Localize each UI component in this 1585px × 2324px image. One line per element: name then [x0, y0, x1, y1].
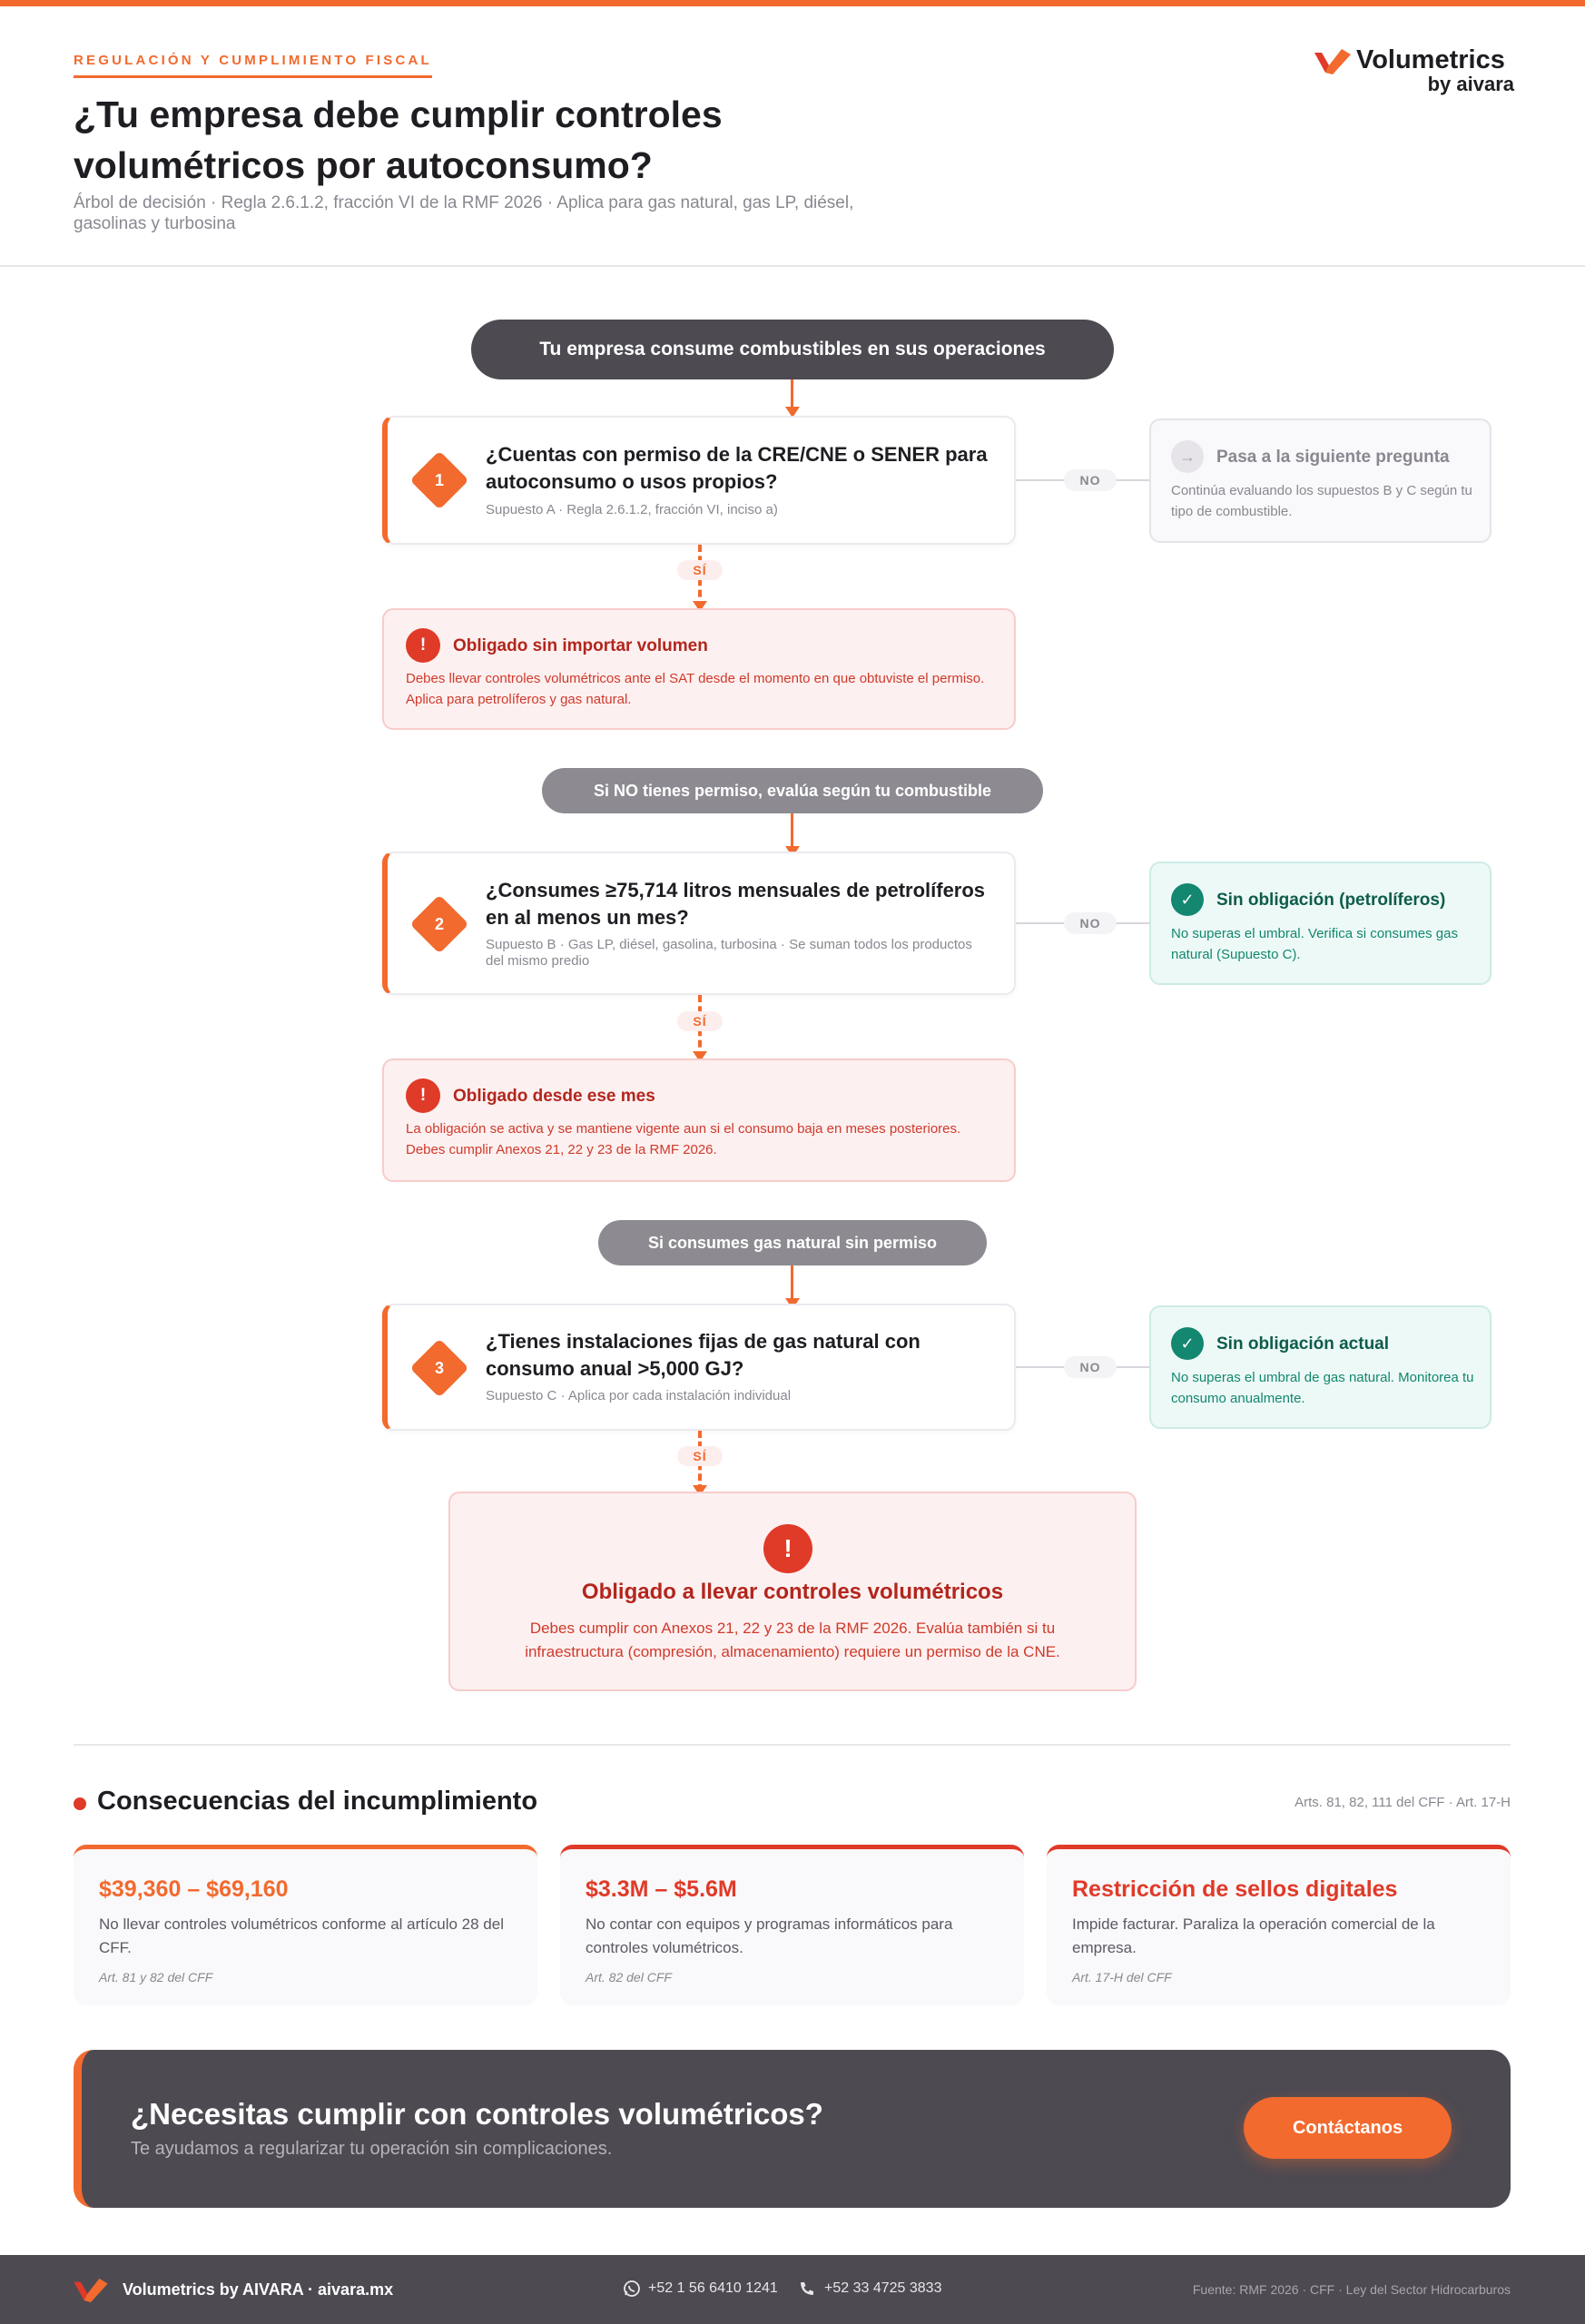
no-outcome-card-1 — [1149, 419, 1491, 543]
logo-name: Volumetrics — [1356, 45, 1505, 74]
question-card-3 — [382, 1304, 1016, 1431]
outcome-title: Obligado desde ese mes — [453, 1087, 655, 1106]
no-outcome-card-3 — [1149, 1305, 1491, 1429]
cta-banner — [74, 2050, 1511, 2208]
cta-title: ¿Necesitas cumplir con controles volumétricos? — [131, 2097, 823, 2131]
question-text: ¿Cuentas con permiso de la CRE/CNE o SENER para autoconsumo o usos propios? — [486, 443, 988, 493]
logo-sub: by aivara — [1427, 73, 1514, 95]
yes-label: SÍ — [677, 1011, 723, 1031]
header-divider — [0, 265, 1585, 267]
no-label: NO — [1064, 1356, 1117, 1378]
footer — [0, 2255, 1585, 2324]
no-label: NO — [1064, 469, 1117, 491]
phone-link[interactable]: +52 33 4725 3833 — [824, 2280, 942, 2296]
consequence-card-3 — [1047, 1845, 1511, 2005]
outcome-title: Obligado sin importar volumen — [453, 636, 708, 655]
consequence-description: No contar con equipos y programas informáticos para controles volumétricos. — [586, 1915, 953, 1956]
yes-label: SÍ — [677, 560, 723, 580]
question-subtext: Supuesto C · Aplica por cada instalación individual — [486, 1388, 792, 1403]
consequence-reference: Art. 17-H del CFF — [1072, 1970, 1172, 1984]
footer-source: Fuente: RMF 2026 · CFF · Ley del Sector Hidrocarburos — [1192, 2282, 1511, 2297]
yes-outcome-card-1 — [382, 608, 1016, 730]
footer-brand-link[interactable]: Volumetrics by AIVARA · aivara.mx — [123, 2280, 394, 2299]
check-icon: ✓ — [1171, 1327, 1204, 1360]
section-divider — [74, 1744, 1511, 1746]
alert-icon: ! — [406, 1078, 440, 1113]
arrow-right-icon: → — [1171, 440, 1204, 473]
outcome-text: La obligación se activa y se mantiene vigente aun si el consumo baja en meses posteriores. Debes cumplir Anexos 21, 22 y 23 de la RMF 2026. — [406, 1121, 961, 1157]
check-icon: ✓ — [1171, 883, 1204, 916]
outcome-text: Debes llevar controles volumétricos ante el SAT desde el momento en que obtuviste el permiso. Aplica para petrolíferos y gas natural. — [406, 671, 985, 707]
outcome-text: No superas el umbral de gas natural. Monitorea tu consumo anualmente. — [1171, 1370, 1474, 1406]
phone-icon — [799, 2280, 815, 2297]
consequence-amount: $39,360 – $69,160 — [99, 1876, 289, 1902]
consequence-description: No llevar controles volumétricos conforme al artículo 28 del CFF. — [99, 1915, 504, 1956]
section-divider-pill-2: Si consumes gas natural sin permiso — [598, 1220, 987, 1265]
brand-logo[interactable] — [1314, 45, 1514, 96]
consequence-reference: Art. 82 del CFF — [586, 1970, 672, 1984]
page-title: ¿Tu empresa debe cumplir controles volumétricos por autoconsumo? — [74, 94, 723, 186]
section-divider-pill-1: Si NO tienes permiso, evalúa según tu combustible — [542, 768, 1043, 813]
consequence-card-2 — [560, 1845, 1024, 2005]
logo-mark-icon — [1314, 47, 1353, 74]
question-subtext: Supuesto A · Regla 2.6.1.2, fracción VI, inciso a) — [486, 502, 778, 517]
page-subtitle: Árbol de decisión · Regla 2.6.1.2, fracción VI de la RMF 2026 · Aplica para gas natural, gas LP, diésel, gasolinas y turbosina — [74, 193, 854, 233]
consequence-card-1 — [74, 1845, 537, 2005]
question-text: ¿Tienes instalaciones fijas de gas natural con consumo anual >5,000 GJ? — [486, 1330, 920, 1380]
consequence-amount: Restricción de sellos digitales — [1072, 1876, 1398, 1902]
question-subtext: Supuesto B · Gas LP, diésel, gasolina, turbosina · Se suman todos los productos del mismo predio — [486, 937, 972, 969]
top-accent-bar — [0, 0, 1585, 6]
question-card-2 — [382, 852, 1016, 995]
yes-outcome-card-2 — [382, 1059, 1016, 1182]
yes-label: SÍ — [677, 1446, 723, 1466]
contact-button[interactable]: Contáctanos — [1244, 2097, 1452, 2159]
final-title: Obligado a llevar controles volumétricos — [581, 1580, 1004, 1604]
question-text: ¿Consumes ≥75,714 litros mensuales de petrolíferos en al menos un mes? — [486, 879, 986, 929]
consequence-amount: $3.3M – $5.6M — [586, 1876, 737, 1902]
cta-subtitle: Te ayudamos a regularizar tu operación sin complicaciones. — [131, 2139, 613, 2159]
start-node: Tu empresa consume combustibles en sus operaciones — [471, 320, 1114, 379]
bullet-dot-icon — [74, 1797, 86, 1810]
question-number: 2 — [434, 915, 444, 933]
outcome-text: Continúa evaluando los supuestos B y C según tu tipo de combustible. — [1171, 483, 1472, 519]
consequences-references: Arts. 81, 82, 111 del CFF · Art. 17-H — [1295, 1795, 1511, 1810]
outcome-title: Pasa a la siguiente pregunta — [1216, 448, 1450, 467]
consequences-title: Consecuencias del incumplimiento — [97, 1787, 538, 1816]
logo-mark-icon — [74, 2277, 110, 2302]
question-number: 1 — [434, 471, 444, 489]
question-number: 3 — [434, 1359, 444, 1377]
no-label: NO — [1064, 912, 1117, 934]
whatsapp-icon — [623, 2280, 641, 2298]
eyebrow-label: REGULACIÓN Y CUMPLIMIENTO FISCAL — [74, 53, 432, 78]
outcome-title: Sin obligación (petrolíferos) — [1216, 891, 1446, 910]
alert-icon: ! — [763, 1524, 812, 1573]
final-outcome-card — [448, 1492, 1137, 1691]
consequence-description: Impide facturar. Paraliza la operación comercial de la empresa. — [1072, 1915, 1435, 1956]
outcome-title: Sin obligación actual — [1216, 1334, 1390, 1354]
whatsapp-link[interactable]: +52 1 56 6410 1241 — [648, 2280, 778, 2296]
consequence-reference: Art. 81 y 82 del CFF — [99, 1970, 213, 1984]
outcome-text: No superas el umbral. Verifica si consumes gas natural (Supuesto C). — [1171, 926, 1458, 962]
alert-icon: ! — [406, 628, 440, 663]
question-card-1 — [382, 416, 1016, 545]
no-outcome-card-2 — [1149, 862, 1491, 985]
final-text: Debes cumplir con Anexos 21, 22 y 23 de la RMF 2026. Evalúa también si tu infraestructura (compresión, almacenamiento) requiere un permiso de la CNE. — [525, 1620, 1060, 1660]
